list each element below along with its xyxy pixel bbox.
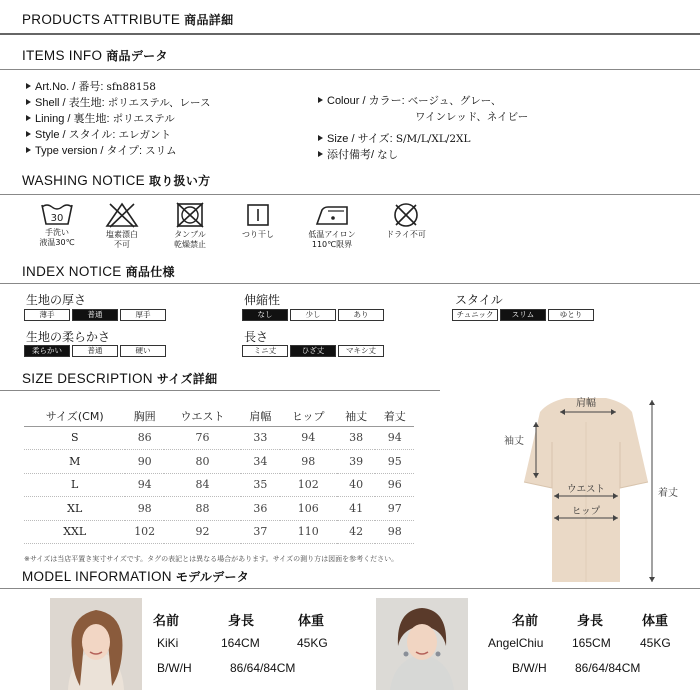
length-label: 着丈 (658, 488, 678, 499)
table-cell: S (24, 426, 125, 450)
stretch-scale (242, 309, 384, 321)
stretch-option: あり (338, 309, 384, 321)
table-cell: 94 (280, 426, 337, 450)
waist-label: ウエスト (566, 484, 606, 495)
table-cell: 94 (125, 473, 164, 497)
no-tumble-dry-caption: タンブル 乾燥禁止 (174, 230, 206, 249)
table-cell: M (24, 450, 125, 474)
style-scale (452, 309, 594, 321)
model-kiki-weight: 45KG (297, 636, 328, 650)
softness-option: 普通 (72, 345, 118, 357)
model-angelchiu-weight: 45KG (640, 636, 671, 650)
style-option: ゆとり (548, 309, 594, 321)
table-cell: 110 (280, 520, 337, 544)
items-info-title (22, 47, 168, 64)
model-angelchiu-bwh: 86/64/84CM (575, 661, 641, 675)
info-value: エレガント (118, 129, 172, 141)
table-cell: 40 (337, 473, 376, 497)
hip-label: ヒップ (571, 506, 601, 517)
low-iron-caption: 低温アイロン 110℃限界 (308, 230, 356, 249)
table-cell: 98 (280, 450, 337, 474)
table-cell: XL (24, 497, 125, 521)
model-angelchiu-height-head: 身長 (577, 614, 604, 629)
col-hip: ヒップ (280, 406, 337, 426)
info-label: 添付備考/ (327, 149, 378, 161)
no-bleach-caption: 塩素漂白 不可 (106, 230, 138, 249)
info-label: Style / スタイル: (35, 129, 119, 141)
hand-wash-caption: 手洗い 液温30℃ (39, 228, 75, 247)
info-label: Lining / 裏生地: (35, 113, 113, 125)
model-kiki-name: KiKi (157, 636, 179, 650)
line-dry-caption: つり干し (242, 230, 274, 239)
washing-title-en: WASHING NOTICE (22, 173, 145, 188)
model-angelchiu-name: AngelChiu (488, 636, 544, 650)
hand-wash-temp: 30 (50, 213, 64, 224)
size-title (22, 370, 217, 387)
info-label: Shell / 表生地: (35, 97, 108, 109)
table-cell: 98 (125, 497, 164, 521)
washing-notice-header (0, 168, 700, 192)
table-cell: 96 (375, 473, 414, 497)
low-iron-icon (314, 202, 350, 228)
softness-option: 硬い (120, 345, 166, 357)
model-kiki-bwh-label: B/W/H (157, 661, 192, 675)
info-size (318, 130, 470, 146)
thickness-option: 普通 (72, 309, 118, 321)
model-title-en: MODEL INFORMATION (22, 569, 172, 584)
table-cell: 106 (280, 497, 337, 521)
model-angelchiu-bwh-label: B/W/H (512, 661, 547, 675)
table-cell: 95 (375, 450, 414, 474)
table-cell: 90 (125, 450, 164, 474)
thickness-label: 生地の厚さ (26, 293, 87, 307)
style-option: スリム (500, 309, 546, 321)
page-title-en: PRODUCTS ATTRIBUTE (22, 12, 181, 27)
table-cell: 92 (164, 520, 241, 544)
info-label: Art.No. / 番号: (35, 81, 107, 93)
table-cell: XXL (24, 520, 125, 544)
model-kiki-height: 164CM (221, 636, 260, 650)
items-info-header (0, 44, 700, 68)
col-length: 着丈 (375, 406, 414, 426)
thickness-option: 薄手 (24, 309, 70, 321)
size-title-ja: サイズ詳細 (156, 372, 218, 386)
no-dry-clean-caption: ドライ不可 (386, 230, 426, 239)
info-value: ポリエステル、レース (107, 97, 211, 109)
model-kiki-height-head: 身長 (228, 614, 255, 629)
size-description-header (0, 368, 700, 390)
table-cell: 80 (164, 450, 241, 474)
table-cell: 102 (125, 520, 164, 544)
info-style (26, 126, 171, 142)
table-cell: 39 (337, 450, 376, 474)
no-dry-clean-icon (391, 202, 421, 228)
no-bleach-icon (105, 202, 139, 228)
stretch-label: 伸縮性 (244, 293, 281, 307)
no-dry-clean-item (366, 202, 446, 240)
style-option: チュニック (452, 309, 498, 321)
col-bust: 胸囲 (125, 406, 164, 426)
table-cell: 98 (375, 520, 414, 544)
line-dry-item (218, 202, 298, 240)
table-cell: 84 (164, 473, 241, 497)
softness-option: 柔らかい (24, 345, 70, 357)
table-cell: 94 (375, 426, 414, 450)
table-cell: 102 (280, 473, 337, 497)
info-shell (26, 94, 210, 110)
washing-rule (0, 194, 700, 195)
items-info-title-ja: 商品データ (106, 49, 168, 63)
thickness-option: 厚手 (120, 309, 166, 321)
length-option: ミニ丈 (242, 345, 288, 357)
softness-label: 生地の柔らかさ (26, 330, 111, 344)
info-value: S/M/L/XL/2XL (395, 133, 471, 145)
model-kiki-photo (50, 598, 142, 690)
col-waist: ウエスト (164, 406, 241, 426)
style-label: スタイル (455, 293, 503, 307)
size-table (24, 406, 414, 544)
table-cell: L (24, 473, 125, 497)
index-title-ja: 商品仕様 (125, 265, 175, 279)
table-cell: 35 (241, 473, 280, 497)
model-title-ja: モデルデータ (175, 570, 250, 584)
products-attribute-header (0, 0, 700, 32)
line-dry-icon (245, 202, 271, 228)
softness-scale (24, 345, 166, 357)
stretch-option: なし (242, 309, 288, 321)
model-information-header (0, 566, 700, 588)
col-sleeve: 袖丈 (337, 406, 376, 426)
table-row (24, 450, 414, 474)
info-colour (318, 92, 501, 108)
washing-title (22, 172, 210, 189)
table-cell: 37 (241, 520, 280, 544)
length-option: ひざ丈 (290, 345, 336, 357)
table-row (24, 497, 414, 521)
table-cell: 97 (375, 497, 414, 521)
table-cell: 88 (164, 497, 241, 521)
model-angelchiu-name-head: 名前 (512, 614, 539, 629)
info-value: なし (377, 149, 399, 161)
thickness-scale (24, 309, 166, 321)
length-scale (242, 345, 384, 357)
model-kiki-weight-head: 体重 (298, 614, 325, 629)
model-rule (0, 588, 700, 589)
low-iron-item (292, 202, 372, 250)
info-label: Type version / タイプ: (35, 145, 146, 157)
stretch-option: 少し (290, 309, 336, 321)
size-title-en: SIZE DESCRIPTION (22, 371, 153, 386)
info-lining (26, 110, 175, 126)
hand-wash-icon (40, 202, 74, 226)
items-info-title-en: ITEMS INFO (22, 48, 103, 63)
size-table-header-row (24, 406, 414, 426)
table-cell: 38 (337, 426, 376, 450)
length-label: 長さ (244, 330, 269, 344)
page-title (22, 11, 233, 28)
index-title-en: INDEX NOTICE (22, 264, 122, 279)
info-value: ベージュ、グレー、 (407, 95, 502, 107)
size-note: ※サイズは当店平置き実寸サイズです。タグの表記とは異なる場合があります。サイズの測り方は図面を参考ください。 (24, 555, 399, 563)
size-rule (0, 390, 440, 391)
model-angelchiu-height: 165CM (572, 636, 611, 650)
info-label: Size / サイズ: (327, 133, 396, 145)
table-cell: 36 (241, 497, 280, 521)
model-angelchiu-photo (376, 598, 468, 690)
no-tumble-dry-icon (175, 202, 205, 228)
table-row (24, 520, 414, 544)
page-title-ja: 商品詳細 (184, 13, 234, 27)
model-title (22, 568, 249, 585)
info-remarks (318, 146, 398, 162)
info-colour-cont (415, 109, 528, 124)
col-size: サイズ(CM) (24, 406, 125, 426)
table-cell: 33 (241, 426, 280, 450)
coat-diagram (500, 392, 695, 587)
table-cell: 86 (125, 426, 164, 450)
index-title (22, 263, 175, 280)
table-row (24, 473, 414, 497)
header-rule (0, 33, 700, 35)
sleeve-label: 袖丈 (504, 436, 524, 447)
table-cell: 42 (337, 520, 376, 544)
washing-title-ja: 取り扱い方 (148, 174, 211, 188)
model-kiki-bwh: 86/64/84CM (230, 661, 296, 675)
info-label: Colour / カラー: (327, 95, 408, 107)
info-value: ポリエステル (112, 113, 175, 125)
table-row (24, 426, 414, 450)
table-cell: 34 (241, 450, 280, 474)
items-info-rule (0, 69, 700, 70)
info-value: スリム (145, 145, 177, 157)
info-value: sfn88158 (106, 81, 156, 93)
length-option: マキシ丈 (338, 345, 384, 357)
index-rule (0, 283, 700, 284)
shoulder-label: 肩幅 (576, 398, 596, 409)
table-cell: 76 (164, 426, 241, 450)
index-notice-header (0, 261, 700, 283)
col-shoulder: 肩幅 (241, 406, 280, 426)
info-value: ワインレッド、ネイビー (415, 111, 529, 123)
table-cell: 41 (337, 497, 376, 521)
info-art-no (26, 78, 156, 94)
model-angelchiu-weight-head: 体重 (642, 614, 669, 629)
model-kiki-name-head: 名前 (153, 614, 180, 629)
info-type (26, 142, 177, 158)
